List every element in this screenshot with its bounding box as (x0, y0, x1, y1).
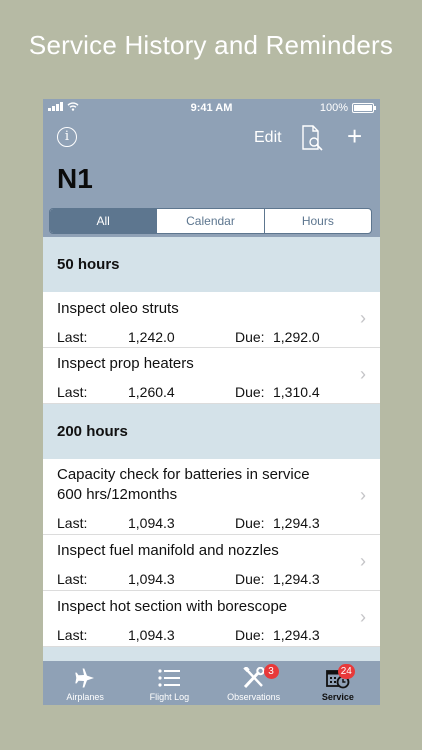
tab-observations[interactable] (212, 661, 296, 705)
service-item[interactable] (43, 591, 380, 647)
document-search-icon[interactable] (301, 125, 325, 151)
status-time: 9:41 AM (190, 102, 233, 114)
add-button[interactable]: + (347, 121, 363, 151)
tab-bar (43, 661, 380, 705)
tab-label: Airplanes (66, 692, 104, 702)
last-value: 1,242.0 (128, 329, 175, 345)
tab-service[interactable] (296, 661, 380, 705)
chevron-right-icon: › (360, 485, 366, 505)
tab-label: Observations (227, 692, 281, 702)
service-item[interactable] (43, 348, 380, 404)
tab-airplanes[interactable] (43, 661, 127, 705)
tools-icon (242, 667, 266, 689)
last-label: Last: (57, 384, 88, 400)
item-name: Inspect prop heaters (57, 355, 194, 372)
battery-percent: 100% (319, 102, 348, 114)
due-value: 1,310.4 (273, 384, 320, 400)
last-value: 1,260.4 (128, 384, 175, 400)
due-value: 1,294.3 (273, 515, 320, 531)
phone-screen (43, 99, 380, 705)
promo-headline: Service History and Reminders (28, 30, 394, 60)
service-item[interactable] (43, 459, 380, 535)
last-value: 1,094.3 (128, 571, 175, 587)
page-title: N1 (57, 163, 93, 194)
last-label: Last: (57, 515, 88, 531)
airplane-icon (73, 667, 97, 689)
due-label: Due: (235, 571, 265, 587)
tab-flight-log[interactable] (127, 661, 211, 705)
section-header-200-hours: 200 hours (43, 404, 380, 459)
service-item[interactable] (43, 292, 380, 348)
due-value: 1,294.3 (273, 627, 320, 643)
item-name: Capacity check for batteries in service 600 hrs/12months (57, 466, 310, 503)
chevron-right-icon: › (360, 607, 366, 627)
segment-hours[interactable]: Hours (264, 209, 371, 233)
segment-all[interactable]: All (50, 209, 156, 233)
item-name: Inspect hot section with borescope (57, 598, 288, 615)
section-header-50-hours: 50 hours (43, 237, 380, 292)
due-label: Due: (235, 627, 265, 643)
item-name: Inspect oleo struts (57, 300, 179, 317)
edit-button[interactable]: Edit (254, 129, 282, 146)
tab-label: Service (321, 692, 354, 702)
last-value: 1,094.3 (128, 515, 175, 531)
observations-badge: 3 (264, 664, 279, 679)
due-label: Due: (235, 515, 265, 531)
due-label: Due: (235, 384, 265, 400)
chevron-right-icon: › (360, 308, 366, 328)
due-label: Due: (235, 329, 265, 345)
service-list[interactable] (43, 237, 380, 661)
segment-calendar[interactable]: Calendar (156, 209, 263, 233)
service-item[interactable] (43, 535, 380, 591)
last-label: Last: (57, 627, 88, 643)
status-bar (43, 99, 380, 117)
filter-segmented-control (49, 208, 372, 234)
chevron-right-icon: › (360, 551, 366, 571)
navigation-header (43, 99, 380, 237)
last-value: 1,094.3 (128, 627, 175, 643)
info-icon[interactable]: i (57, 127, 77, 147)
section-header-next (43, 647, 380, 661)
last-label: Last: (57, 571, 88, 587)
tab-label: Flight Log (149, 692, 190, 702)
service-badge: 24 (338, 664, 355, 679)
item-name: Inspect fuel manifold and nozzles (57, 542, 279, 559)
chevron-right-icon: › (360, 364, 366, 384)
battery-icon (352, 103, 374, 113)
last-label: Last: (57, 329, 88, 345)
due-value: 1,292.0 (273, 329, 320, 345)
due-value: 1,294.3 (273, 571, 320, 587)
status-right (320, 102, 374, 114)
list-icon (157, 667, 181, 689)
